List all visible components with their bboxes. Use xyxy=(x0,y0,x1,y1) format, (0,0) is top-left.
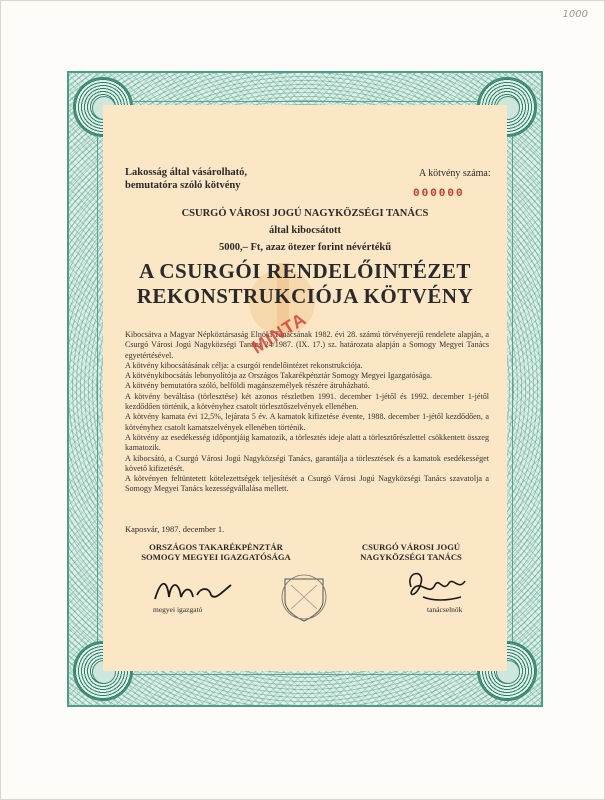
terms-paragraph: A kötvény kibocsátásának célja: a csurgói rendelőintézet rekonstrukciója. xyxy=(125,360,363,370)
terms-paragraph: A kötvénykibocsátás lebonyolítója az Országos Takarékpénztár Somogy Megyei Igazgatósága. xyxy=(125,371,432,381)
bond-terms xyxy=(125,330,489,495)
bond-title-line2: REKONSTRUKCIÓJA KÖTVÉNY xyxy=(136,284,474,308)
terms-paragraph: A kötvény kamata évi 12,5%, lejárata 5 év. A kamatok kifizetése évente, 1988. december 1-jétől kezdődően, a kötvényhez csatolt kamatszelvények ellenében történik. xyxy=(125,412,489,432)
coat-of-arms-seal-icon xyxy=(275,567,333,627)
pencil-note: 1000 xyxy=(562,9,588,20)
issue-date: Kaposvár, 1987. december 1. xyxy=(125,524,225,534)
council-name: CSURGÓ VÁROSI JOGÚ NAGYKÖZSÉGI TANÁCS xyxy=(360,542,462,562)
terms-paragraph: Kibocsátva a Magyar Népköztársaság Elnöki Tanácsának 1982. évi 28. számú törvényerejű rendelete alapján, a Csurgó Városi Jogú Nagyközségi Tanács 24/1987. (IX. 17.) sz. határozata alapján a Somogy Megyei Tanács egyetértésével. xyxy=(125,330,489,360)
director-title: megyei igazgató xyxy=(153,605,203,614)
issuer-name: CSURGÓ VÁROSI JOGÚ NAGYKÖZSÉGI TANÁCS xyxy=(181,208,429,219)
issued-by: által kibocsátott xyxy=(268,225,342,236)
serial-number: 000000 xyxy=(413,188,465,200)
terms-paragraph: A kötvényen feltüntetett kötelezettségek teljesítését a Csurgó Városi Jogú Nagyközségi Tanács szavatolja a Somogy Megyei Tanács kezességvállalása mellett. xyxy=(125,474,489,494)
bond-type-note: Lakosság által vásárolható, bemutatóra szóló kötvény xyxy=(125,167,248,191)
terms-paragraph: A kötvény bemutatóra szóló, belföldi magánszemélyek részére átruházható. xyxy=(125,381,370,391)
specimen-stamp: MINTA xyxy=(248,308,311,358)
face-value: 5000,– Ft, azaz ötezer forint névértékű xyxy=(218,242,392,253)
chairman-title: tanácselnök xyxy=(427,605,463,614)
serial-label: A kötvény száma: xyxy=(419,168,491,179)
director-signature xyxy=(151,573,241,607)
bond-title-line1: A CSURGÓI RENDELŐINTÉZET xyxy=(139,259,471,283)
terms-paragraph: A kibocsátó, a Csurgó Városi Jogú Nagyközségi Tanács, garantálja a törlesztések és a kamatok esedékességet követő kifizetését. xyxy=(125,453,489,473)
chairman-signature xyxy=(403,567,483,607)
terms-paragraph: A kötvény az esedékesség időpontjáig kamatozik, a törlesztés ideje alatt a törlesztőrészlettel csökkentett összeg kamatozik. xyxy=(125,432,489,453)
bank-name: ORSZÁGOS TAKARÉKPÉNZTÁR SOMOGY MEGYEI IGAZGATÓSÁGA xyxy=(141,542,291,562)
terms-paragraph: A kötvény beváltása (törlesztése) két azonos részletben 1991. december 1-jétől és 1992. december 1-jétől kezdődően történik, a kötvényhez csatolt törlesztőszelvények ellenében. xyxy=(125,391,489,412)
